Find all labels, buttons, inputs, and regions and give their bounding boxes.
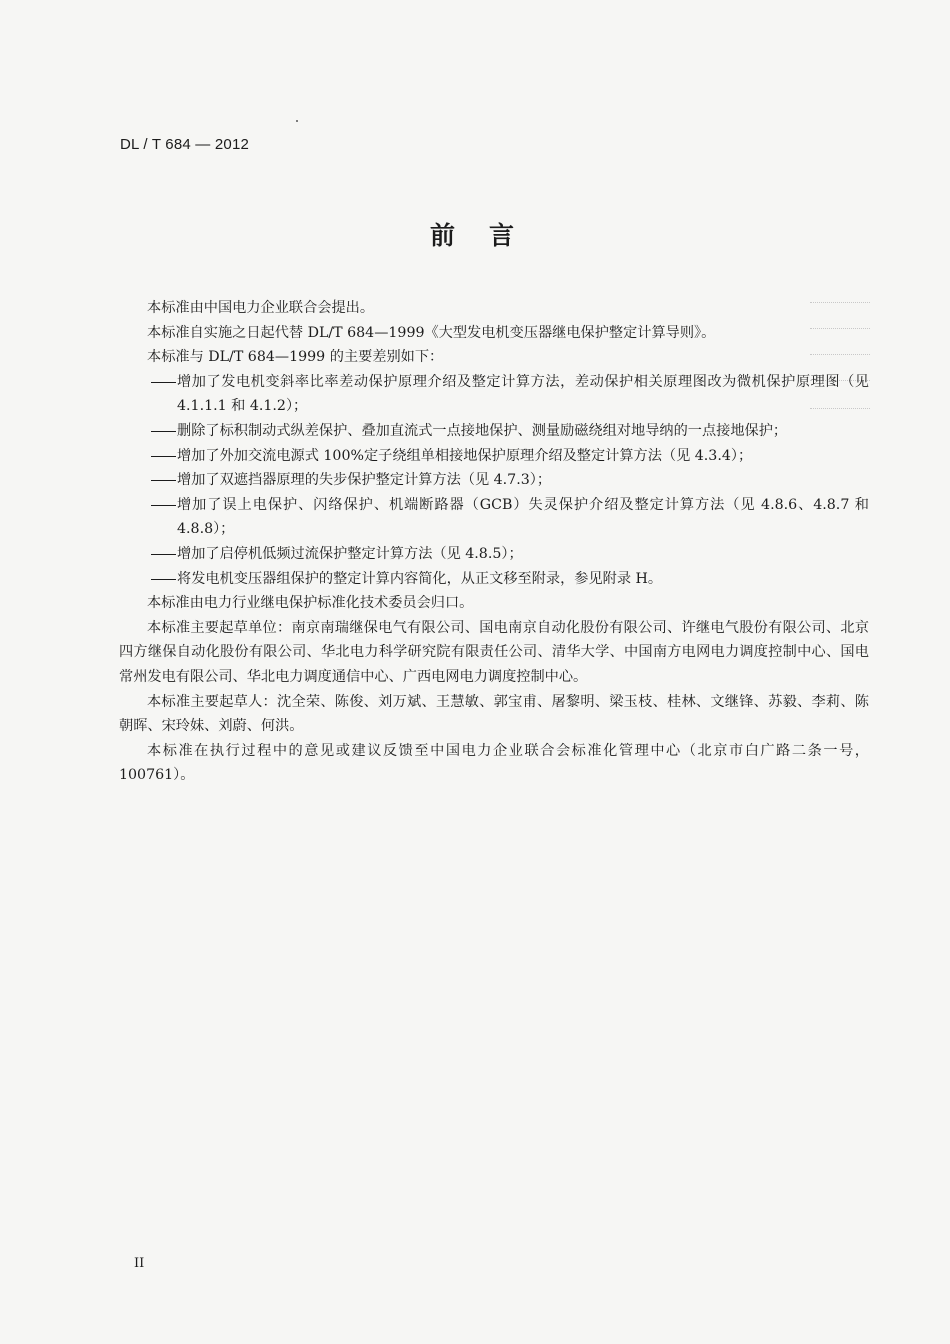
list-item-text: 将发电机变压器组保护的整定计算内容简化，从正文移至附录，参见附录 H。 [177, 570, 663, 587]
list-item [119, 419, 869, 444]
list-item [119, 468, 869, 493]
list-item [119, 542, 869, 567]
paragraph: 本标准由电力行业继电保护标准化技术委员会归口。 [147, 595, 474, 612]
list-item-text: 增加了误上电保护、闪络保护、机端断路器（GCB）失灵保护介绍及整定计算方法（见 4.8.6、4.8.7 和 4.8.8）； [177, 496, 869, 538]
em-dash-marker [149, 419, 177, 443]
list-item [119, 567, 869, 592]
list-item-text: 增加了双遮挡器原理的失步保护整定计算方法（见 4.7.3）； [177, 472, 552, 489]
list-item-text: 增加了发电机变斜率比率差动保护原理介绍及整定计算方法，差动保护相关原理图改为微机保护原理图（见 4.1.1.1 和 4.1.2）； [177, 373, 869, 415]
em-dash-marker [149, 567, 177, 591]
em-dash-marker [149, 542, 177, 566]
page-number: II [134, 1256, 145, 1271]
list-item [119, 370, 869, 419]
page-title: 前言 [429, 221, 548, 250]
paragraph: 本标准在执行过程中的意见或建议反馈至中国电力企业联合会标准化管理中心（北京市白广路二条一号，100761）。 [119, 742, 869, 784]
paragraph: 本标准自实施之日起代替 DL/T 684—1999《大型发电机变压器继电保护整定计算导则》。 [147, 324, 716, 341]
em-dash-marker [149, 444, 177, 468]
paragraph: 本标准与 DL/T 684—1999 的主要差别如下： [147, 349, 444, 366]
em-dash-marker [149, 370, 177, 394]
list-item-text: 增加了外加交流电源式 100%定子绕组单相接地保护原理介绍及整定计算方法（见 4.3.4）； [177, 447, 753, 464]
em-dash-marker [149, 468, 177, 492]
preface-body [119, 296, 869, 788]
list-item [119, 444, 869, 469]
scan-speck [296, 120, 298, 122]
standard-code: DL / T 684 — 2012 [120, 136, 250, 153]
paragraph: 本标准主要起草单位：南京南瑞继保电气有限公司、国电南京自动化股份有限公司、许继电气股份有限公司、北京四方继保自动化股份有限公司、华北电力科学研究院有限责任公司、清华大学、中国南方电网电力调度控制中心、国电常州发电有限公司、华北电力调度通信中心、广西电网电力调度控制中心。 [119, 619, 869, 685]
paragraph: 本标准主要起草人：沈全荣、陈俊、刘万斌、王慧敏、郭宝甫、屠黎明、梁玉枝、桂林、文继锋、苏毅、李莉、陈朝晖、宋玲妹、刘蔚、何洪。 [119, 693, 869, 735]
list-item-text: 增加了启停机低频过流保护整定计算方法（见 4.8.5）； [177, 545, 523, 562]
paragraph: 本标准由中国电力企业联合会提出。 [147, 300, 375, 316]
list-item [119, 493, 869, 542]
em-dash-marker [149, 493, 177, 517]
list-item-text: 删除了标积制动式纵差保护、叠加直流式一点接地保护、测量励磁绕组对地导纳的一点接地保护； [177, 422, 788, 439]
